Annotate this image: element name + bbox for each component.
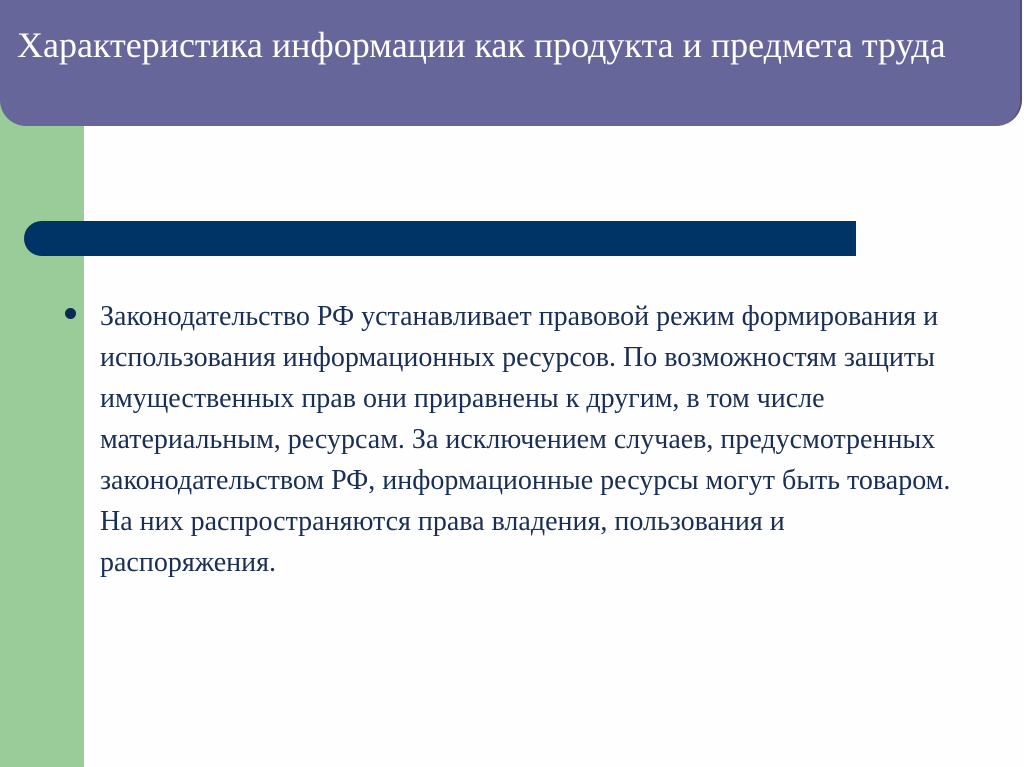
slide-title: Характеристика информации как продукта и предмета труда: [17, 25, 946, 65]
bullet-item: [60, 296, 960, 583]
divider-bar: [24, 221, 856, 256]
bullet-dot-icon: [65, 308, 76, 319]
slide-content: [60, 296, 960, 583]
title-bar: [0, 0, 1022, 126]
bullet-text: Законодательство РФ устанавливает правовой режим формирования и использования информационных ресурсов. По возможностям защиты имущественных прав они приравнены к другим, в том числе материальным, ресурсам. За исключением случаев, предусмотренных законодательством РФ, информационные ресурсы могут быть товаром. На них распространяются права владения, пользования и распоряжения.: [100, 301, 951, 578]
